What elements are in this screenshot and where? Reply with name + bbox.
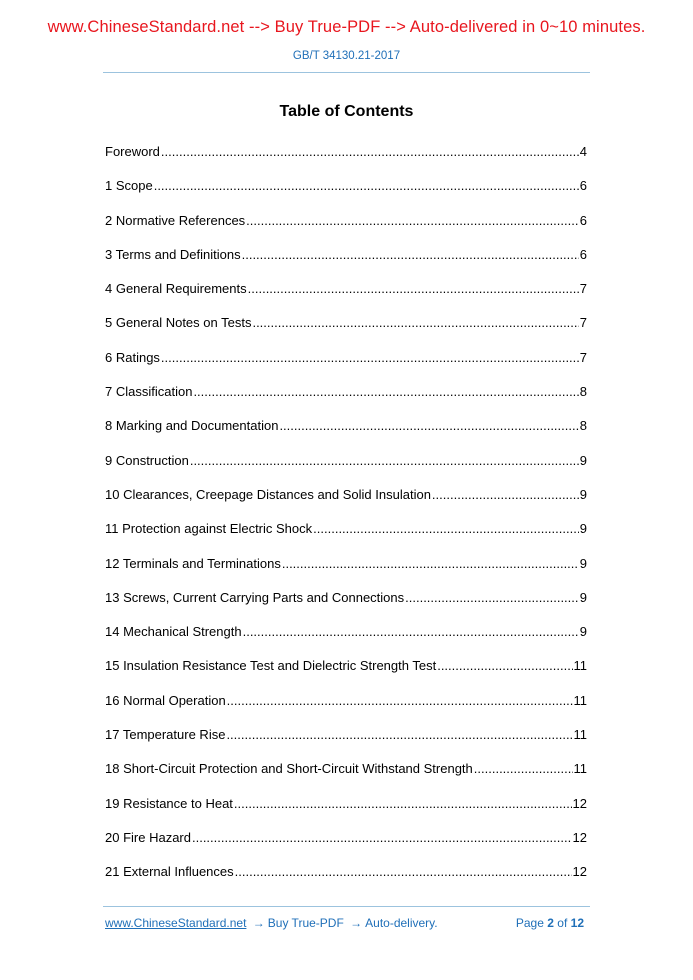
toc-entry-page: 9: [579, 624, 587, 640]
page-word: Page: [515, 916, 544, 930]
toc-leader-dots: [405, 589, 579, 606]
toc-entry-page: 11: [573, 658, 587, 674]
toc-entry-label: 2 Normative References: [105, 212, 246, 228]
toc-entry-label: 11 Protection against Electric Shock: [105, 521, 313, 537]
toc-entry-label: 7 Classification: [105, 384, 193, 400]
toc-entry[interactable]: [105, 383, 587, 417]
toc-entry-page: 9: [579, 486, 587, 502]
toc-leader-dots: [154, 177, 579, 194]
toc-entry-label: 1 Scope: [105, 178, 153, 194]
page-current: 2: [547, 916, 554, 930]
buy-pdf-text: Buy True-PDF: [267, 916, 344, 930]
toc-entry-label: 13 Screws, Current Carrying Parts and Connections: [105, 589, 405, 605]
toc-leader-dots: [235, 863, 572, 880]
toc-entry-label: 17 Temperature Rise: [105, 727, 226, 743]
header-divider: [103, 72, 590, 73]
toc-leader-dots: [279, 417, 578, 434]
page-of: of: [557, 916, 568, 930]
toc-entry[interactable]: [105, 486, 587, 520]
toc-entry[interactable]: [105, 452, 587, 486]
toc-leader-dots: [282, 555, 579, 572]
site-link[interactable]: www.ChineseStandard.net: [105, 916, 247, 930]
toc-entry[interactable]: [105, 349, 587, 383]
toc-leader-dots: [248, 280, 579, 297]
toc-entry-page: 6: [579, 246, 587, 262]
toc-entry-label: 14 Mechanical Strength: [105, 624, 242, 640]
toc-entry-page: 9: [579, 589, 587, 605]
footer-divider: [103, 906, 590, 907]
toc-entry-label: 15 Insulation Resistance Test and Dielectric Strength Test: [105, 658, 437, 674]
toc-leader-dots: [242, 246, 579, 263]
toc-leader-dots: [474, 760, 573, 777]
toc-leader-dots: [161, 349, 579, 366]
toc-entry-label: 12 Terminals and Terminations: [105, 555, 281, 571]
toc-entry-page: 6: [579, 212, 587, 228]
toc-entry[interactable]: [105, 589, 587, 623]
toc-entry-page: 11: [573, 761, 587, 777]
toc-leader-dots: [313, 520, 579, 537]
toc-entry[interactable]: [105, 657, 587, 691]
auto-delivery-text: Auto-delivery.: [365, 916, 438, 930]
toc-leader-dots: [226, 726, 572, 743]
toc-entry-label: 5 General Notes on Tests: [105, 315, 252, 331]
toc-entry[interactable]: [105, 280, 587, 314]
toc-entry-page: 4: [579, 144, 587, 159]
toc-entry-page: 6: [579, 178, 587, 194]
toc-entry-page: 11: [573, 727, 587, 743]
footer-promo: [105, 916, 438, 930]
toc-entry[interactable]: [105, 829, 587, 863]
toc-entry[interactable]: [105, 212, 587, 246]
toc-entry-label: 4 General Requirements: [105, 281, 247, 297]
toc-entry-label: 21 External Influences: [105, 864, 234, 880]
page-indicator: [516, 916, 584, 930]
arrow-right-icon: →: [252, 916, 265, 930]
toc-entry-page: 12: [572, 795, 587, 811]
toc-entry-page: 11: [573, 692, 587, 708]
toc-leader-dots: [161, 143, 579, 160]
page-title: Table of Contents: [279, 103, 414, 120]
document-id: GB/T 34130.21-2017: [292, 50, 401, 62]
toc-entry-page: 9: [579, 521, 587, 537]
toc-leader-dots: [227, 692, 573, 709]
toc-entry-page: 7: [579, 281, 587, 297]
toc-entry[interactable]: [105, 795, 587, 829]
toc-entry-page: 9: [579, 555, 587, 571]
toc-entry[interactable]: [105, 760, 587, 794]
toc-entry[interactable]: [105, 555, 587, 589]
toc-leader-dots: [192, 829, 572, 846]
toc-entry-page: 8: [579, 418, 587, 434]
toc-entry-label: 18 Short-Circuit Protection and Short-Circuit Withstand Strength: [105, 761, 473, 777]
toc-entry[interactable]: [105, 177, 587, 211]
toc-entry[interactable]: [105, 692, 587, 726]
toc-entry-label: 10 Clearances, Creepage Distances and Solid Insulation: [105, 486, 431, 502]
toc-leader-dots: [193, 383, 578, 400]
toc-entry-page: 12: [572, 829, 587, 845]
page-total: 12: [570, 916, 584, 930]
toc-entry-page: 8: [579, 384, 587, 400]
toc-entry-page: 7: [579, 315, 587, 331]
toc-entry-page: 9: [579, 452, 587, 468]
promo-banner[interactable]: www.ChineseStandard.net --> Buy True-PDF --> Auto-delivered in 0~10 minutes.: [47, 18, 646, 36]
toc-entry-label: 20 Fire Hazard: [105, 829, 191, 845]
toc-entry[interactable]: [105, 246, 587, 280]
toc-entry-label: 9 Construction: [105, 452, 189, 468]
toc-entry-label: Foreword: [105, 144, 160, 159]
toc-entry-label: 6 Ratings: [105, 349, 160, 365]
toc-leader-dots: [252, 314, 578, 331]
toc-entry-page: 12: [572, 864, 587, 880]
toc-entry[interactable]: [105, 863, 587, 897]
toc-leader-dots: [432, 486, 579, 503]
toc-entry[interactable]: [105, 623, 587, 657]
toc-entry[interactable]: [105, 520, 587, 554]
toc-entry[interactable]: [105, 143, 587, 177]
toc-leader-dots: [437, 657, 572, 674]
toc-entry[interactable]: [105, 726, 587, 760]
toc-entry-label: 3 Terms and Definitions: [105, 246, 241, 262]
arrow-right-icon: →: [350, 916, 363, 930]
toc-leader-dots: [190, 452, 579, 469]
toc-leader-dots: [246, 212, 579, 229]
table-of-contents: [105, 143, 587, 898]
toc-entry-label: 8 Marking and Documentation: [105, 418, 279, 434]
toc-leader-dots: [234, 795, 572, 812]
toc-entry[interactable]: [105, 417, 587, 451]
toc-entry[interactable]: [105, 314, 587, 348]
toc-leader-dots: [243, 623, 579, 640]
toc-entry-label: 19 Resistance to Heat: [105, 795, 233, 811]
toc-entry-label: 16 Normal Operation: [105, 692, 226, 708]
toc-entry-page: 7: [579, 349, 587, 365]
